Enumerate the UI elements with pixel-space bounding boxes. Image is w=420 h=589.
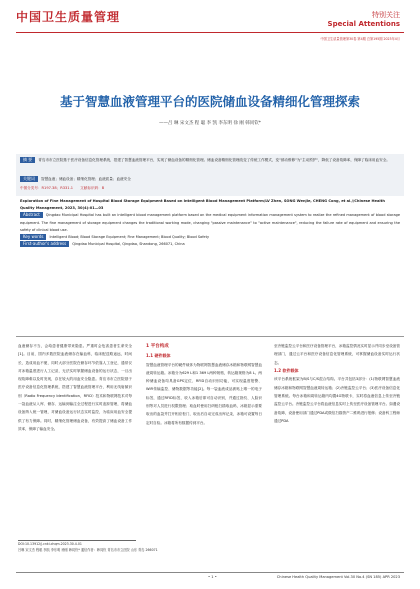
document-code: 文献标识码：B xyxy=(80,186,105,190)
body-column-3 xyxy=(274,342,400,425)
english-abstract-block xyxy=(20,198,400,248)
footnote-authors: 吕琳 宋文杰 程聪 李凯 李东明 徐刚 韩同钦* 通信作者：韩同钦 青岛市市立医院 山东 青岛 266071 xyxy=(18,548,158,552)
journal-logo: 中国卫生质量管理 xyxy=(16,10,121,24)
article-authors: ——吕 琳 宋文杰 程 聪 李 凯 李东明 徐 刚 韩同钦* xyxy=(158,121,262,126)
section-label-en: Special Attentions xyxy=(327,20,400,28)
english-keywords xyxy=(20,234,400,241)
section-heading-1: 1 平台构成 xyxy=(146,344,169,349)
english-title: Exploration of Fine Management of Hospital Blood Storage Equipment Based on Intelligent Blood Management Platform/LV Zhen, SONG Wenjie, CHENG Cong, et al.//Chinese Health Quality Management, 2023, 30(4):01—03 xyxy=(20,199,385,211)
doi: DOI:10.13912/j.cnki.chqm.2023.30.4.01 xyxy=(18,542,82,546)
classification-row xyxy=(20,184,400,192)
keywords-tag: 关键词 xyxy=(20,176,38,182)
keywords-zh xyxy=(20,175,400,183)
header-rule xyxy=(16,32,404,33)
body-column-3-text-b: 该平台系统框架为B/S与C/S混合结构。平台共包括3部分：(1)物联网智慧血液储存冰箱和物联网智慧血液周转运箱；(2)冷链监控云平台；(3)医疗设备信息化管理系统。每台冰箱和周转运箱内均置4G物联卡，实时将血液信息上传至冷链监控云平台。冷链监控云平台将血液信息实时上传至医疗设备管理平台。如遇设备故障，设备使用部门通过PDA或微信扫描资产二维码进行报修；设备科工程师通过PDA xyxy=(274,377,400,423)
abstract-zh xyxy=(20,156,400,164)
body-column-2 xyxy=(146,342,262,427)
abstract-tag: 摘 要 xyxy=(20,157,35,163)
issue-info: 中国卫生质量管理第30卷 第4期 总第195期 2023年4月 xyxy=(320,37,400,41)
footnote-rule xyxy=(18,540,136,541)
english-keywords-text: Intelligent Blood; Blood Storage Equipment; Fine Management; Blood Quality; Blood Safety xyxy=(49,235,210,240)
subsection-heading-1-2: 1.2 软件载体 xyxy=(274,367,299,373)
footer-rule xyxy=(16,572,404,573)
keywords-zh-text: 智慧血液；储血设备；精细化管理；血液质量；血液安全 xyxy=(41,177,131,181)
body-column-3-text-a: 至冷链监控云平台和医疗设备管理平台，冰箱监控情况实时显示并同步至设备管理部门，通过云平台和医疗设备信息化管理系统，可掌握储血设备实时运行状态。 xyxy=(274,344,400,365)
english-affiliation xyxy=(20,241,400,248)
section-divider xyxy=(16,336,404,337)
body-column-2-text: 智慧血液管理平台的硬件载体为物联网智慧血液储存冰箱和物联网智慧血液周转运箱。冰箱分为629 L和1 369 L两种规格，转运箱规格为8 L。两种储血设备均具备GPS定位、RFID自动识别功能，可实现温度报警、WiFi传输监控、储物数据等功能[2]。每一袋血液成品被贴上唯一的电子标签，通过RFID标签，收入冰箱后即可自动识别，并通过指纹、人脸识别等对人员进行权限管理；取血时使用扫码枪扫描取血码，冰箱显示需要取出的血袋并打开相应柜门，取出后自动完成出库记录，冰箱可设置每日定时自检。冰箱将所有数据传到平台。 xyxy=(146,362,262,425)
english-abstract xyxy=(20,212,400,234)
english-abstract-tag: Abstract xyxy=(20,212,43,218)
english-abstract-text: Qingdao Municipal Hospital has built an intelligent blood management platform based on the medical equipment information management system to realize the refined management of blood storage equipment. The fine management of storage equipment changes the traditional working mode, changing "passive maintenance" to "active maintenance", reducing the failure rate of equipment and ensuring the safety of clinical blood use. xyxy=(20,213,400,232)
article-title: 基于智慧血液管理平台的医院储血设备精细化管理探索 xyxy=(59,94,360,109)
section-label-zh: 特别关注 xyxy=(372,11,400,19)
page-number: • 1 • xyxy=(208,575,217,579)
abstract-zh-text: 青岛市市立医院基于医疗设备信息化管理系统，搭建了智慧血液管理平台，实现了储血设备的精细化管理。储血设备精细化管理改变了传统工作模式，变"被动维修"为"主动预护"，降低了设备故障率，保障了临床用血安全。 xyxy=(38,158,390,162)
body-column-1: 血液储存不当，会给患者健康带来隐患。严重时会危害患者生命安全[1]。目前，国内多数医院血液储存在输血科，临床配送路途远，时间长，造成用血不便，同时大部分医院在储存环节依靠人工登记，通常仅对冰箱温度进行人工记录，无法实时掌握储血设备的运行状态，一旦出现故障难以及时发现，存在较大的用血安全隐患。青岛市市立医院基于医疗设备信息化管理系统，搭建了智慧血液管理平台，利用无线射频识别（Radio Frequency Identification，RFID）技术和物联网技术对每一袋血液从入库、储存、运输到输注全过程进行实时追踪管理，将储血设备纳入统一管理，对储血设备运行状态实时监控，为临床用血安全提供了有力保障。同时，精细化管理储血设备，有效提高了储血设备工作效率，保障了输血安全。 xyxy=(18,344,132,431)
english-keywords-tag: Key words xyxy=(20,234,46,240)
subsection-heading-1-1: 1.1 硬件载体 xyxy=(146,353,171,358)
english-affiliation-text: Qingdao Municipal Hospital, Qingdao, Shandong, 266071, China xyxy=(72,242,185,247)
journal-footer: Chinese Health Quality Management Vol.30 No.4 (SN 185) APR 2023 xyxy=(276,575,400,579)
english-affiliation-tag: First-author's address xyxy=(20,241,69,247)
clc-number: 中图分类号：R197.38；R331.1 xyxy=(20,186,74,190)
